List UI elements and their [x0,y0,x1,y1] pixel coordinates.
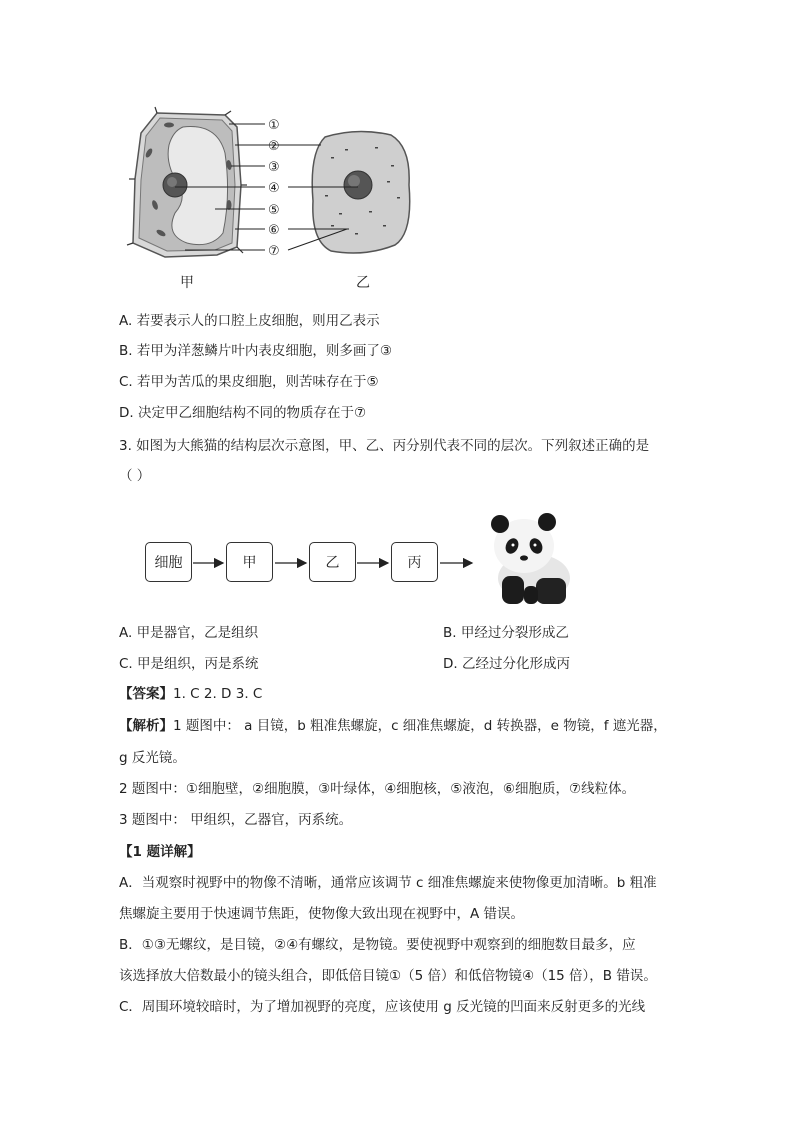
label-3: ③ [268,160,280,175]
flow-box-cell: 细胞 [145,542,192,582]
answer-line [119,684,262,704]
analysis-line-2: g 反光镜。 [119,750,186,766]
answer-text: 1. C 2. D 3. C [173,686,263,702]
caption-jia: 甲 [180,275,194,291]
label-5: ⑤ [268,203,280,218]
analysis-label: 【解析】 [119,718,173,734]
flow-arrows [190,552,490,572]
q2-option-b: B. 若甲为洋葱鳞片叶内表皮细胞，则多画了③ [119,343,392,359]
flow-box-bing: 丙 [391,542,438,582]
detail-line-1: A．当观察时视野中的物像不清晰，通常应该调节 c 细准焦螺旋来使物像更加清晰。b 粗准 [119,875,657,891]
cell-diagram [125,105,425,295]
detail-line-3: B．①③无螺纹，是目镜，②④有螺纹，是物镜。要使视野中观察到的细胞数目最多，应 [119,937,636,953]
analysis-line-3: 2 题图中：①细胞壁，②细胞膜，③叶绿体，④细胞核，⑤液泡，⑥细胞质，⑦线粒体。 [119,781,636,797]
analysis-line-1 [119,716,667,736]
label-4: ④ [268,181,280,196]
q3-stem: 3. 如图为大熊猫的结构层次示意图，甲、乙、丙分别代表不同的层次。下列叙述正确的是 [119,438,650,454]
label-7: ⑦ [268,244,280,259]
caption-yi: 乙 [356,275,370,291]
label-1: ① [268,118,280,133]
detail-line-2: 焦螺旋主要用于快速调节焦距，使物像大致出现在视野中，A 错误。 [119,906,525,922]
answer-label: 【答案】 [119,686,173,702]
flow-box-yi: 乙 [309,542,356,582]
q2-option-a: A. 若要表示人的口腔上皮细胞，则用乙表示 [119,313,380,329]
analysis-text-1: 1 题图中： a 目镜，b 粗准焦螺旋，c 细准焦螺旋，d 转换器，e 物镜，f 遮光器， [173,718,667,734]
detail-heading: 【1 题详解】 [119,844,201,860]
q3-option-d: D. 乙经过分化形成丙 [443,656,570,672]
panda-image [484,508,578,608]
flow-box-jia: 甲 [226,542,273,582]
detail-line-5: C．周围环境较暗时，为了增加视野的亮度，应该使用 g 反光镜的凹面来反射更多的光线 [119,999,646,1015]
q3-option-a: A. 甲是器官，乙是组织 [119,625,259,641]
q3-option-b: B. 甲经过分裂形成乙 [443,625,569,641]
q3-stem-paren: （ ） [119,468,151,484]
label-2: ② [268,139,280,154]
q2-option-d: D. 决定甲乙细胞结构不同的物质存在于⑦ [119,405,367,421]
detail-line-4: 该选择放大倍数最小的镜头组合，即低倍目镜①（5 倍）和低倍物镜④（15 倍），B 错误。 [119,968,657,984]
label-6: ⑥ [268,223,280,238]
q2-option-c: C. 若甲为苦瓜的果皮细胞，则苦味存在于⑤ [119,374,379,390]
analysis-line-4: 3 题图中： 甲组织，乙器官，丙系统。 [119,812,353,828]
q3-option-c: C. 甲是组织，丙是系统 [119,656,259,672]
